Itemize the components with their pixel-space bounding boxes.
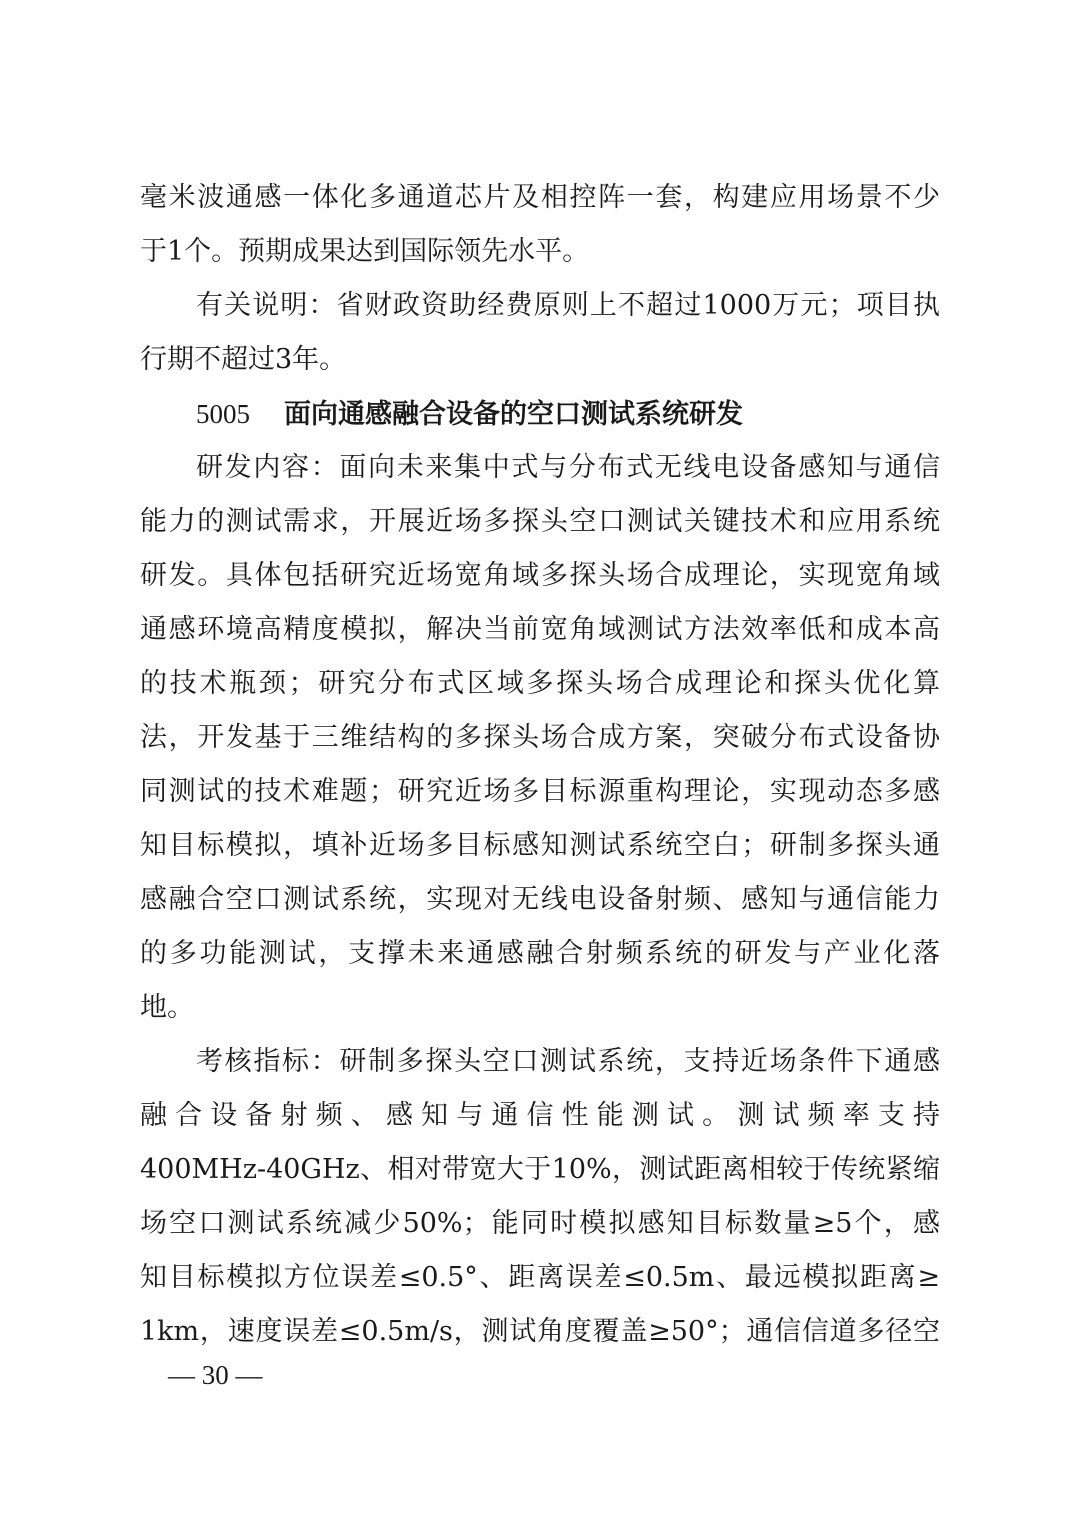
- assessment-line: 知目标模拟方位误差≤0.5°、距离误差≤0.5m、最远模拟距离≥: [140, 1262, 940, 1293]
- research-content-line: 地。: [140, 992, 194, 1023]
- section-number: 5005: [196, 399, 250, 429]
- assessment-line: 1km，速度误差≤0.5m/s，测试角度覆盖≥50°；通信信道多径空: [140, 1316, 940, 1347]
- section-title: 面向通感融合设备的空口测试系统研发: [284, 399, 743, 430]
- body-text-line: 毫米波通感一体化多通道芯片及相控阵一套，构建应用场景不少: [140, 182, 940, 213]
- assessment-line: 场空口测试系统减少50%；能同时模拟感知目标数量≥5个，感: [140, 1208, 940, 1239]
- assessment-line: 融合设备射频、感知与通信性能测试。测试频率支持: [140, 1100, 940, 1131]
- section-heading: [196, 387, 940, 441]
- research-content-line: 通感环境高精度模拟，解决当前宽角域测试方法效率低和成本高: [140, 614, 940, 645]
- research-content-line: 能力的测试需求，开展近场多探头空口测试关键技术和应用系统: [140, 506, 940, 537]
- assessment-line: 考核指标：研制多探头空口测试系统，支持近场条件下通感: [196, 1046, 940, 1077]
- page-number: — 30 —: [168, 1360, 263, 1390]
- research-content-line: 知目标模拟，填补近场多目标感知测试系统空白；研制多探头通: [140, 830, 940, 861]
- note-text-line: 行期不超过3年。: [140, 344, 347, 375]
- research-content-line: 研发。具体包括研究近场宽角域多探头场合成理论，实现宽角域: [140, 560, 940, 591]
- research-content-line: 感融合空口测试系统，实现对无线电设备射频、感知与通信能力: [140, 884, 940, 915]
- note-text-line: 有关说明：省财政资助经费原则上不超过1000万元；项目执: [196, 290, 940, 321]
- research-content-line: 同测试的技术难题；研究近场多目标源重构理论，实现动态多感: [140, 776, 940, 807]
- research-content-line: 的多功能测试，支撑未来通感融合射频系统的研发与产业化落: [140, 938, 940, 969]
- body-text-line: 于1个。预期成果达到国际领先水平。: [140, 236, 590, 267]
- research-content-line: 的技术瓶颈；研究分布式区域多探头场合成理论和探头优化算: [140, 668, 940, 699]
- research-content-line: 研发内容：面向未来集中式与分布式无线电设备感知与通信: [196, 452, 940, 483]
- assessment-line: 400MHz-40GHz、相对带宽大于10%，测试距离相较于传统紧缩: [140, 1154, 940, 1185]
- research-content-line: 法，开发基于三维结构的多探头场合成方案，突破分布式设备协: [140, 722, 940, 753]
